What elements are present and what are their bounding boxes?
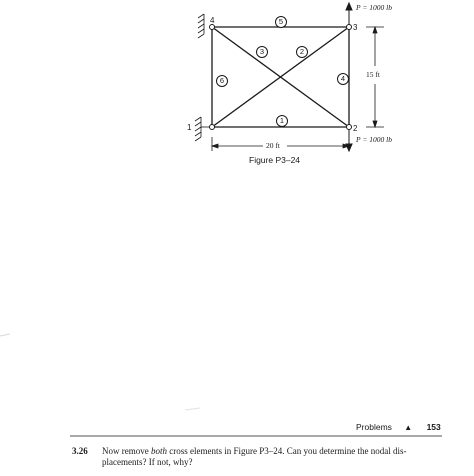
pin-node-2	[347, 125, 352, 130]
problem-text	[102, 446, 438, 468]
fixed-support-node-1	[195, 117, 210, 141]
fixed-support-node-4	[198, 14, 204, 38]
page-footer	[356, 422, 441, 432]
element-label-4: 4	[337, 73, 349, 85]
problem-text-end: cross elements in Figure P3–24. Can you determine the nodal dis-placements? If not, why?	[102, 446, 407, 467]
dimension-label-horizontal: 20 ft	[266, 141, 280, 150]
element-label-5: 5	[275, 16, 287, 28]
load-label-top: P = 1000 lb	[356, 3, 392, 12]
load-label-bottom: P = 1000 lb	[356, 135, 392, 144]
section-name: Problems	[356, 422, 392, 432]
pin-node-4	[210, 25, 215, 30]
pin-node-3	[347, 25, 352, 30]
problem-text-start: Now remove	[102, 446, 151, 456]
section-marker-icon: ▲	[404, 423, 413, 432]
problem-emphasis: both	[151, 446, 168, 456]
figure-caption: Figure P3–24	[249, 155, 301, 165]
pin-node-1	[210, 125, 215, 130]
dimension-label-vertical: 15 ft	[366, 70, 380, 79]
element-label-1: 1	[276, 115, 288, 127]
node-label-4: 4	[210, 16, 215, 25]
node-label-3: 3	[353, 23, 358, 32]
element-label-6: 6	[216, 75, 228, 87]
node-label-2: 2	[353, 124, 358, 133]
page-number: 153	[426, 422, 441, 432]
node-label-1: 1	[187, 123, 192, 132]
element-label-2: 2	[296, 46, 308, 58]
element-label-3: 3	[256, 46, 268, 58]
problem-number: 3.26	[72, 446, 88, 456]
